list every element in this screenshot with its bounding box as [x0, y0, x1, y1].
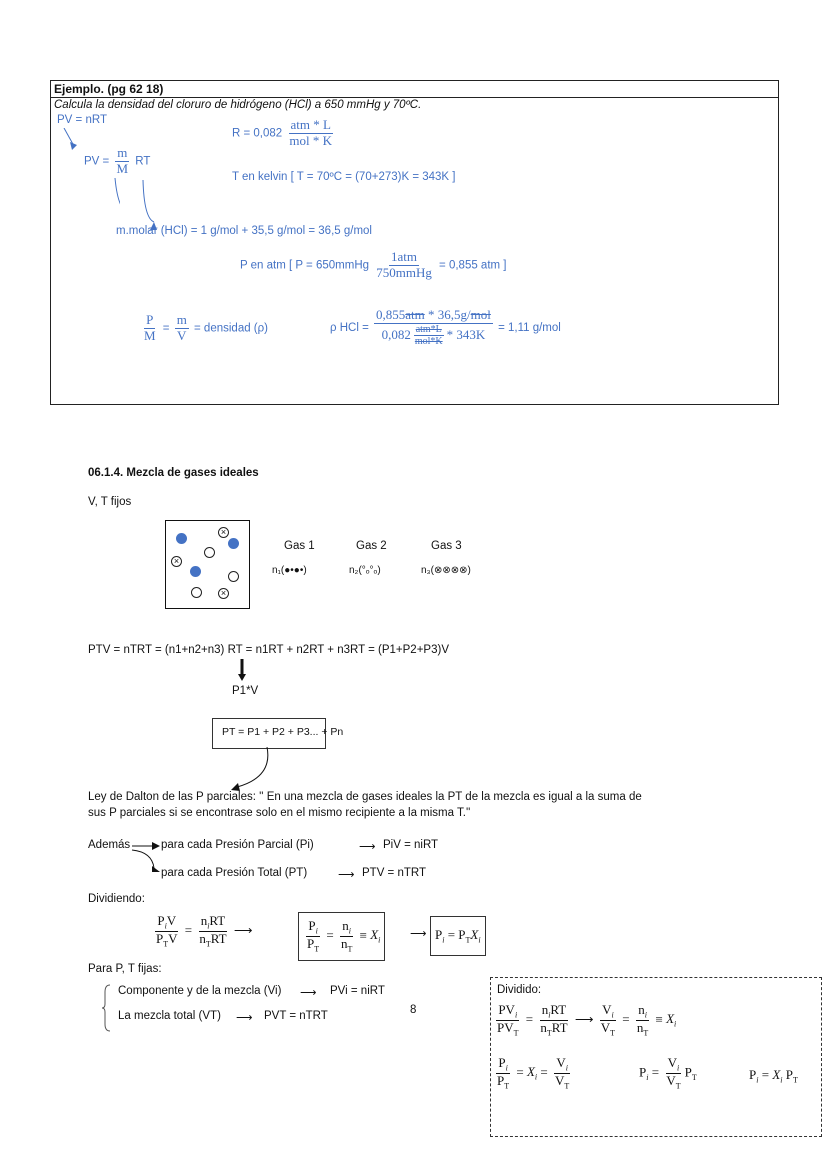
rho-num-b: atm	[405, 307, 425, 322]
fixed-vt: V, T fijos	[88, 496, 132, 508]
M-den: M	[144, 327, 156, 343]
curved-arrow	[225, 747, 285, 793]
patm-left: P en atm [ P = 650mmHg	[240, 259, 370, 272]
gas2-particle	[204, 547, 215, 558]
density-label: = densidad (ρ)	[194, 322, 269, 335]
rho-den-b: * 343K	[446, 326, 486, 342]
molar-mass: m.molar (HCl) = 1 g/mol + 35,5 g/mol = 36,5 g/mol	[116, 225, 372, 237]
gas-3-label: Gas 3	[431, 540, 462, 552]
division-equation: $\frac{P_iV}{P_TV}$ = $\frac{n_iRT}{n_TRT}$ ⟶	[156, 913, 253, 949]
rho-num-c: * 36,5g/	[424, 307, 471, 322]
pv-right: RT	[135, 155, 151, 168]
gas3-particle: ×	[171, 556, 182, 567]
total-pressure-equation: PTV = nTRT = (n1+n2+n3) RT = n1RT + n2RT + n3RT = (P1+P2+P3)V	[88, 644, 449, 656]
pi-fraction-eq: $P_i = X_i$ $P_T$	[749, 1067, 798, 1085]
gas2-particle	[228, 571, 239, 582]
ideal-gas-law: PV = nRT	[57, 114, 107, 126]
total-pressure-eq: PTV = nTRT	[362, 867, 427, 879]
fixed-pt-label: Para P, T fijas:	[88, 963, 162, 975]
gas2-particle	[191, 587, 202, 598]
pressure-conversion	[240, 250, 507, 281]
m-num: m	[117, 145, 128, 160]
rho-den-num: atm*L	[415, 323, 442, 335]
volume-fraction-eq: $\frac{PV_i}{PV_T}$ = $\frac{n_iRT}{n_TRT}$ ⟶ $\frac{V_i}{V_T}$ = $\frac{n_i}{n_T}$ ≡ $X_i$	[497, 1002, 677, 1038]
pi-volume-eq: $P_i$ = $\frac{V_i}{V_T}$ $P_T$	[639, 1055, 697, 1091]
density-calculation	[330, 308, 561, 348]
total-mixture-label: La mezcla total (VT)	[118, 1010, 221, 1022]
gas-2-label: Gas 2	[356, 540, 387, 552]
p-num: P	[146, 312, 154, 327]
gas-3-moles: n₃(⊗⊗⊗⊗)	[421, 565, 471, 576]
arrow-icon: ⟶	[338, 869, 355, 881]
dalton-sum-box	[212, 718, 344, 749]
total-mixture-eq: PVT = nTRT	[264, 1010, 328, 1022]
partial-pressure-label: para cada Presión Parcial (Pi)	[161, 839, 314, 851]
patm-right: = 0,855 atm ]	[439, 259, 507, 272]
dalton-law-line-1: Ley de Dalton de las P parciales: '' En una mezcla de gases ideales la PT de la mezcla es igual a la suma de	[88, 791, 642, 803]
gas3-particle: ×	[218, 588, 229, 599]
rho-den-den: mol*K	[414, 336, 443, 348]
total-pressure-label: para cada Presión Total (PT)	[161, 867, 308, 879]
m-den: M	[116, 160, 129, 176]
partial-pressure-box: $P_i = P_TX_i$	[430, 916, 486, 956]
gas-1-label: Gas 1	[284, 540, 315, 552]
partial-pressure-eq: PiV = niRT	[383, 839, 439, 851]
example-box	[50, 80, 779, 405]
rho-num-a: 0,855	[376, 307, 406, 322]
p1v-label: P1*V	[232, 685, 259, 697]
fraction-equivalence-eq: $\frac{P_i}{P_T}$ = $X_i$ = $\frac{V_i}{V_T}$	[497, 1055, 570, 1091]
equals: =	[162, 322, 170, 335]
ademas-label: Además	[88, 839, 131, 851]
gas1-particle	[176, 533, 187, 544]
r-denominator: mol * K	[289, 132, 333, 148]
r-constant	[232, 118, 336, 149]
component-label: Componente y de la mezcla (Vi)	[118, 985, 282, 997]
section-title: 06.1.4. Mezcla de gases ideales	[88, 467, 259, 479]
gas-1-moles: n₁(●•●•)	[272, 565, 307, 576]
dividido-label: Dividido:	[497, 984, 542, 996]
m-num: m	[176, 312, 187, 327]
mole-fraction-box: $\frac{P_i}{P_T}$ = $\frac{n_i}{n_T}$ ≡ $X_i$	[298, 912, 385, 961]
V-den: V	[177, 327, 187, 343]
gas1-particle	[228, 538, 239, 549]
arrow-icon: ⟶	[300, 987, 317, 999]
arrow-icon: ⟶	[359, 841, 376, 853]
dalton-sum: PT = P1 + P2 + P3... + Pn	[222, 726, 344, 738]
dividiendo-label: Dividiendo:	[88, 893, 145, 905]
rho-num-d: mol	[470, 307, 491, 322]
rho-left: ρ HCl =	[330, 322, 369, 334]
gas3-particle: ×	[218, 527, 229, 538]
pv-left: PV =	[84, 155, 110, 168]
density-definition	[140, 313, 268, 344]
down-arrow-icon	[236, 659, 248, 683]
gas-2-moles: n₂(°ₒ°ₒ)	[349, 565, 381, 576]
arrow-icon: ⟶	[410, 928, 427, 940]
gas1-particle	[190, 566, 201, 577]
pv-mass-equation	[84, 146, 150, 177]
patm-den: 750mmHg	[376, 264, 432, 280]
arrow-icon: ⟶	[236, 1012, 253, 1024]
r-label: R = 0,082	[232, 127, 283, 140]
r-numerator: atm * L	[290, 117, 331, 132]
patm-num: 1atm	[391, 249, 418, 264]
example-title: Ejemplo. (pg 62 18)	[51, 81, 778, 98]
kelvin-conversion: T en kelvin [ T = 70ºC = (70+273)K = 343K ]	[232, 171, 456, 183]
example-prompt: Calcula la densidad del cloruro de hidrógeno (HCl) a 650 mmHg y 70ºC.	[54, 99, 422, 111]
brace	[102, 984, 112, 1032]
gas-container	[165, 520, 250, 609]
dividido-box	[490, 977, 822, 1137]
dalton-law-line-2: sus P parciales si se encontrase solo en el mismo recipiente a la misma T.''	[88, 807, 471, 819]
rho-result: = 1,11 g/mol	[498, 322, 561, 334]
page-number: 8	[410, 1004, 417, 1016]
component-eq: PVi = niRT	[330, 985, 385, 997]
rho-den-a: 0,082	[381, 326, 411, 342]
